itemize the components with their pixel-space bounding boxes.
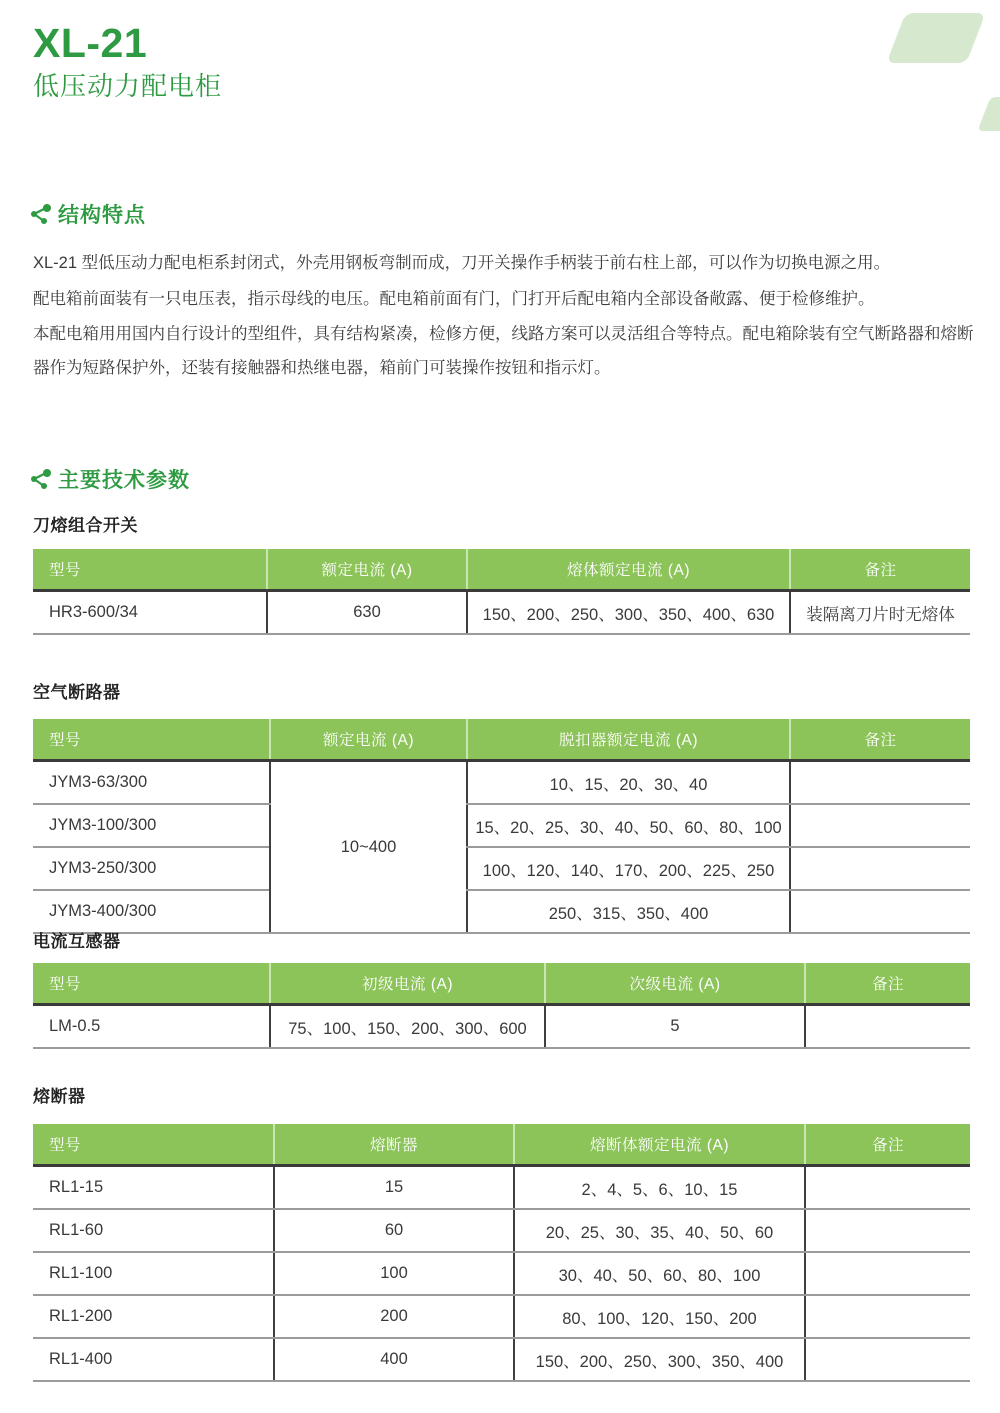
table-row [33, 1005, 970, 1049]
table-cell: 15、20、25、30、40、50、60、80、100 [467, 804, 790, 847]
table-row [33, 1338, 970, 1381]
table-cell: JYM3-400/300 [33, 890, 270, 933]
share-icon [30, 203, 52, 225]
table-row [33, 804, 970, 847]
column-header: 备注 [805, 963, 970, 1005]
table-caption-current-transformer: 电流互感器 [33, 932, 121, 951]
column-header: 次级电流 (A) [545, 963, 805, 1005]
page-subtitle: 低压动力配电柜 [33, 71, 223, 101]
table-row [33, 847, 970, 890]
table-cell [790, 890, 970, 933]
column-header: 型号 [33, 719, 270, 761]
knife-fuse-switch-table [33, 549, 970, 635]
table-cell [790, 847, 970, 890]
table-caption-knife-fuse-switch: 刀熔组合开关 [33, 516, 138, 535]
table-row [33, 761, 970, 805]
table-cell [805, 1338, 970, 1381]
decorative-parallelogram [977, 97, 1000, 131]
table-cell: 100、120、140、170、200、225、250 [467, 847, 790, 890]
column-header: 型号 [33, 549, 267, 591]
column-header: 备注 [790, 719, 970, 761]
section-heading-features [30, 199, 146, 229]
column-header: 额定电流 (A) [270, 719, 467, 761]
column-header: 额定电流 (A) [267, 549, 467, 591]
table-cell: 200 [274, 1295, 514, 1338]
table-cell: RL1-60 [33, 1209, 274, 1252]
table-cell [790, 804, 970, 847]
column-header: 熔体额定电流 (A) [467, 549, 790, 591]
table-cell: 30、40、50、60、80、100 [514, 1252, 805, 1295]
share-icon [30, 468, 52, 490]
table-cell: 5 [545, 1005, 805, 1049]
column-header: 型号 [33, 1124, 274, 1166]
table-cell: RL1-200 [33, 1295, 274, 1338]
table-cell [790, 761, 970, 805]
feature-paragraph: XL-21 型低压动力配电柜系封闭式，外壳用钢板弯制而成，刀开关操作手柄装于前右柱上部，可以作为切换电源之用。 [33, 254, 891, 272]
table-cell [805, 1166, 970, 1210]
table-cell [805, 1209, 970, 1252]
table-row [33, 1295, 970, 1338]
table-cell: 20、25、30、35、40、50、60 [514, 1209, 805, 1252]
feature-paragraph: 配电箱前面装有一只电压表，指示母线的电压。配电箱前面有门，门打开后配电箱内全部设备敞露、便于检修维护。 [33, 290, 875, 308]
table-header-row [33, 719, 970, 761]
table-cell: 10、15、20、30、40 [467, 761, 790, 805]
table-cell: LM-0.5 [33, 1005, 270, 1049]
table-cell: 100 [274, 1252, 514, 1295]
table-row [33, 1166, 970, 1210]
table-caption-air-breaker: 空气断路器 [33, 683, 121, 702]
table-cell: 80、100、120、150、200 [514, 1295, 805, 1338]
table-row [33, 1209, 970, 1252]
air-breaker-table [33, 719, 970, 934]
table-cell: 75、100、150、200、300、600 [270, 1005, 545, 1049]
section-heading-parameters [30, 464, 190, 494]
column-header: 脱扣器额定电流 (A) [467, 719, 790, 761]
table-cell: JYM3-250/300 [33, 847, 270, 890]
decorative-parallelogram [886, 13, 985, 63]
table-cell: 250、315、350、400 [467, 890, 790, 933]
column-header: 熔断器 [274, 1124, 514, 1166]
table-cell: JYM3-100/300 [33, 804, 270, 847]
table-header-row [33, 1124, 970, 1166]
table-cell: 15 [274, 1166, 514, 1210]
table-cell: 150、200、250、300、350、400、630 [467, 591, 790, 635]
table-cell: 630 [267, 591, 467, 635]
section-heading-label: 结构特点 [58, 204, 146, 227]
column-header: 初级电流 (A) [270, 963, 545, 1005]
table-cell: RL1-100 [33, 1252, 274, 1295]
table-cell: 装隔离刀片时无熔体 [790, 591, 970, 635]
table-cell: HR3-600/34 [33, 591, 267, 635]
table-header-row [33, 963, 970, 1005]
column-header: 备注 [805, 1124, 970, 1166]
current-transformer-table [33, 963, 970, 1049]
table-row [33, 890, 970, 933]
table-cell: RL1-400 [33, 1338, 274, 1381]
table-cell: RL1-15 [33, 1166, 274, 1210]
table-cell: 150、200、250、300、350、400 [514, 1338, 805, 1381]
table-header-row [33, 549, 970, 591]
table-cell: JYM3-63/300 [33, 761, 270, 805]
column-header: 熔断体额定电流 (A) [514, 1124, 805, 1166]
page-title: XL-21 [33, 20, 148, 66]
column-header: 型号 [33, 963, 270, 1005]
table-caption-fuse: 熔断器 [33, 1087, 86, 1106]
merged-rated-current-cell: 10~400 [270, 761, 467, 934]
feature-paragraph: 本配电箱用用国内自行设计的型组件，具有结构紧凑，检修方便，线路方案可以灵活组合等特点。配电箱除装有空气断路器和熔断器作为短路保护外，还装有接触器和热继电器，箱前门可装操作按钮和指示灯。 [33, 325, 974, 377]
table-cell [805, 1295, 970, 1338]
table-cell [805, 1005, 970, 1049]
section-heading-label: 主要技术参数 [58, 469, 190, 492]
table-row [33, 1252, 970, 1295]
table-cell: 60 [274, 1209, 514, 1252]
fuse-table [33, 1124, 970, 1382]
table-cell: 2、4、5、6、10、15 [514, 1166, 805, 1210]
table-cell [805, 1252, 970, 1295]
column-header: 备注 [790, 549, 970, 591]
table-row [33, 591, 970, 635]
table-cell: 400 [274, 1338, 514, 1381]
